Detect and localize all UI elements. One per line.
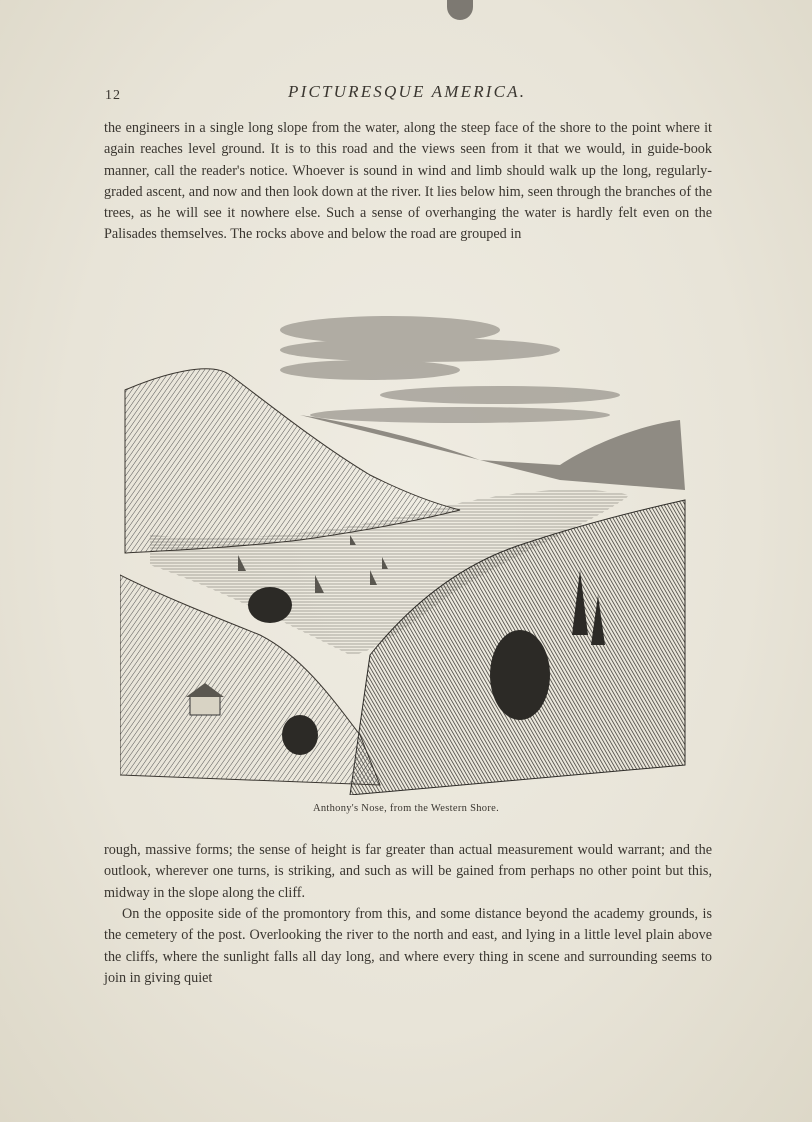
paragraph-text: the engineers in a single long slope from the water, along the steep face of the shore to the point where it again reaches level ground. It is to this road and the views seen from it that we would, in guide-book manner, call the reader's notice. Whoever is sound in wind and limb should walk up the long, regularly-graded ascent, and now and then look down at the river. It lies below him, seen through the branches of the trees, as he will see it nowhere else. Such a sense of overhanging the water is hardly felt even on the Palisades themselves. The rocks above and below the road are grouped in bbox=[104, 120, 712, 243]
illustration-caption: Anthony's Nose, from the Western Shore. bbox=[312, 803, 500, 814]
engraving-illustration bbox=[120, 295, 690, 795]
body-paragraph-1 bbox=[104, 118, 712, 246]
binding-hole bbox=[447, 0, 473, 20]
body-paragraph-3 bbox=[104, 904, 712, 989]
body-paragraph-2 bbox=[104, 840, 712, 904]
paragraph-text: On the opposite side of the promontory from this, and some distance beyond the academy grounds, is the cemetery of the post. Overlooking the river to the north and east, and lying in a little level plain above the cliffs, where the sunlight falls all day long, and where every thing in scene and surrounding seems to join in giving quiet bbox=[104, 906, 712, 986]
page-number: 12 bbox=[105, 88, 121, 103]
page-header bbox=[100, 82, 720, 106]
running-title: PICTURESQUE AMERICA. bbox=[288, 82, 527, 101]
sky-clouds bbox=[280, 316, 620, 423]
paragraph-text: rough, massive forms; the sense of height is far greater than actual measurement would warrant; and the outlook, wherever one turns, is striking, and such as will be gained from perhaps no other point but this, midway in the slope along the cliff. bbox=[104, 842, 712, 901]
